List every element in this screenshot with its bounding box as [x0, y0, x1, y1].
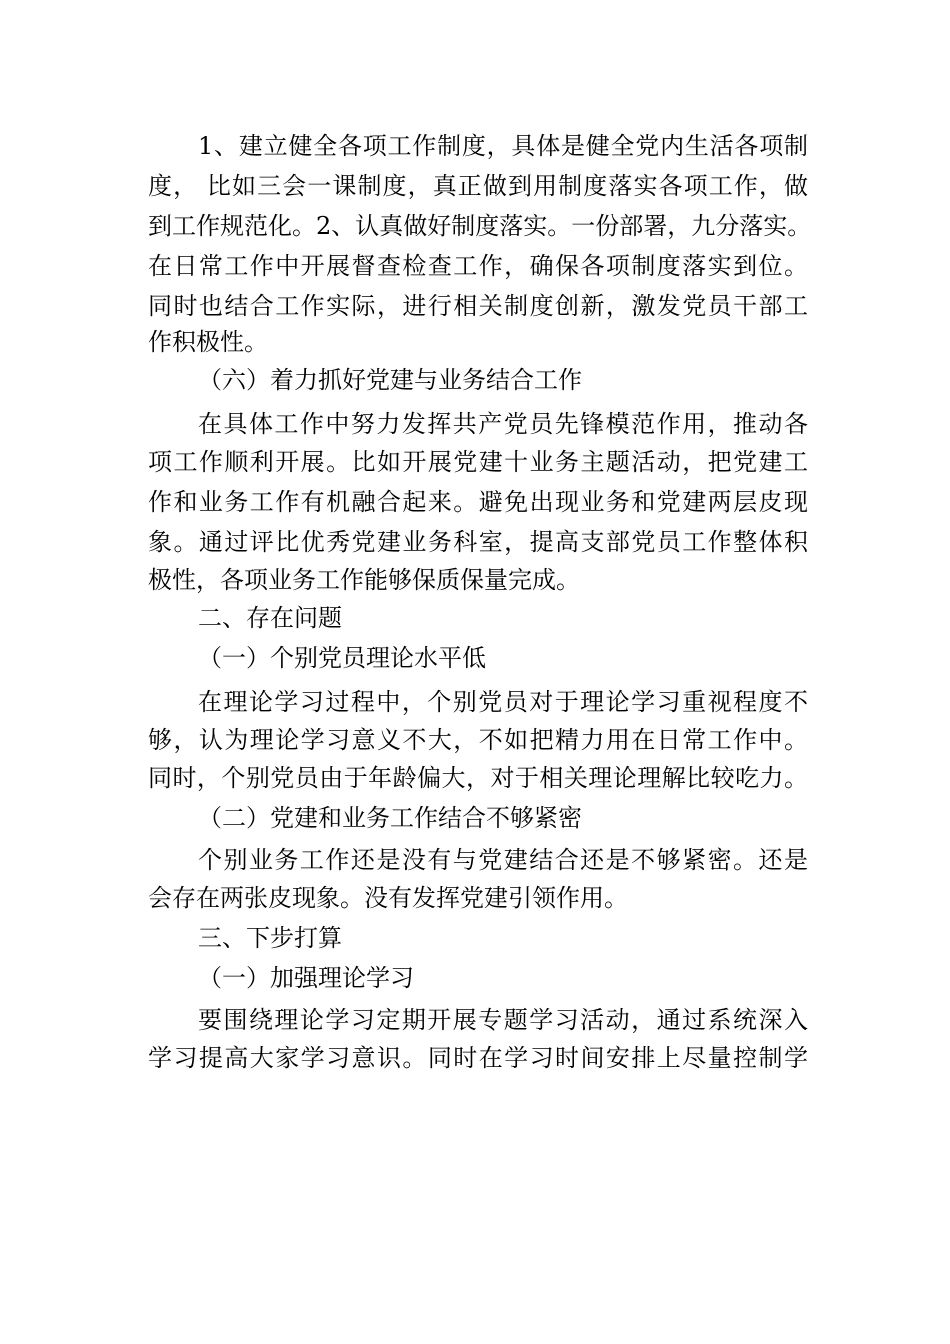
paragraph-line: 极性，各项业务工作能够保质保量完成。 [148, 566, 580, 594]
paragraph-line: 同时也结合工作实际，进行相关制度创新，激发党员干部工 [148, 292, 808, 320]
paragraph-line: 象。通过评比优秀党建业务科室，提高支部党员工作整体积 [148, 528, 808, 556]
paragraph-line: 到工作规范化。2、认真做好制度落实。一份部署，九分落实。 [148, 212, 812, 240]
paragraph-line: 要围绕理论学习定期开展专题学习活动，通过系统深入 [198, 1006, 808, 1034]
paragraph-line: 在具体工作中努力发挥共产党员先锋模范作用，推动各 [198, 410, 808, 438]
section-heading: 三、下步打算 [198, 924, 342, 952]
paragraph-line: 1、建立健全各项工作制度，具体是健全党内生活各项制 [198, 132, 808, 160]
paragraph-line: 在理论学习过程中，个别党员对于理论学习重视程度不 [198, 688, 808, 716]
section-heading: （六）着力抓好党建与业务结合工作 [198, 366, 582, 394]
section-heading: 二、存在问题 [198, 604, 342, 632]
paragraph-line: 会存在两张皮现象。没有发挥党建引领作用。 [148, 884, 628, 912]
paragraph-line: 个别业务工作还是没有与党建结合还是不够紧密。还是 [198, 846, 808, 874]
paragraph-line: 在日常工作中开展督查检查工作，确保各项制度落实到位。 [148, 252, 808, 280]
paragraph-line: 作和业务工作有机融合起来。避免出现业务和党建两层皮现 [148, 488, 808, 516]
section-heading: （一）加强理论学习 [198, 964, 414, 992]
section-heading: （二）党建和业务工作结合不够紧密 [198, 804, 582, 832]
paragraph-line: 同时，个别党员由于年龄偏大，对于相关理论理解比较吃力。 [148, 764, 808, 792]
paragraph-line: 够，认为理论学习意义不大，不如把精力用在日常工作中。 [148, 726, 808, 754]
paragraph-line: 学习提高大家学习意识。同时在学习时间安排上尽量控制学 [148, 1044, 808, 1072]
paragraph-line: 度， 比如三会一课制度，真正做到用制度落实各项工作，做 [148, 172, 808, 200]
paragraph-line: 项工作顺利开展。比如开展党建十业务主题活动，把党建工 [148, 448, 808, 476]
section-heading: （一）个别党员理论水平低 [198, 644, 486, 672]
paragraph-line: 作积极性。 [148, 328, 268, 356]
